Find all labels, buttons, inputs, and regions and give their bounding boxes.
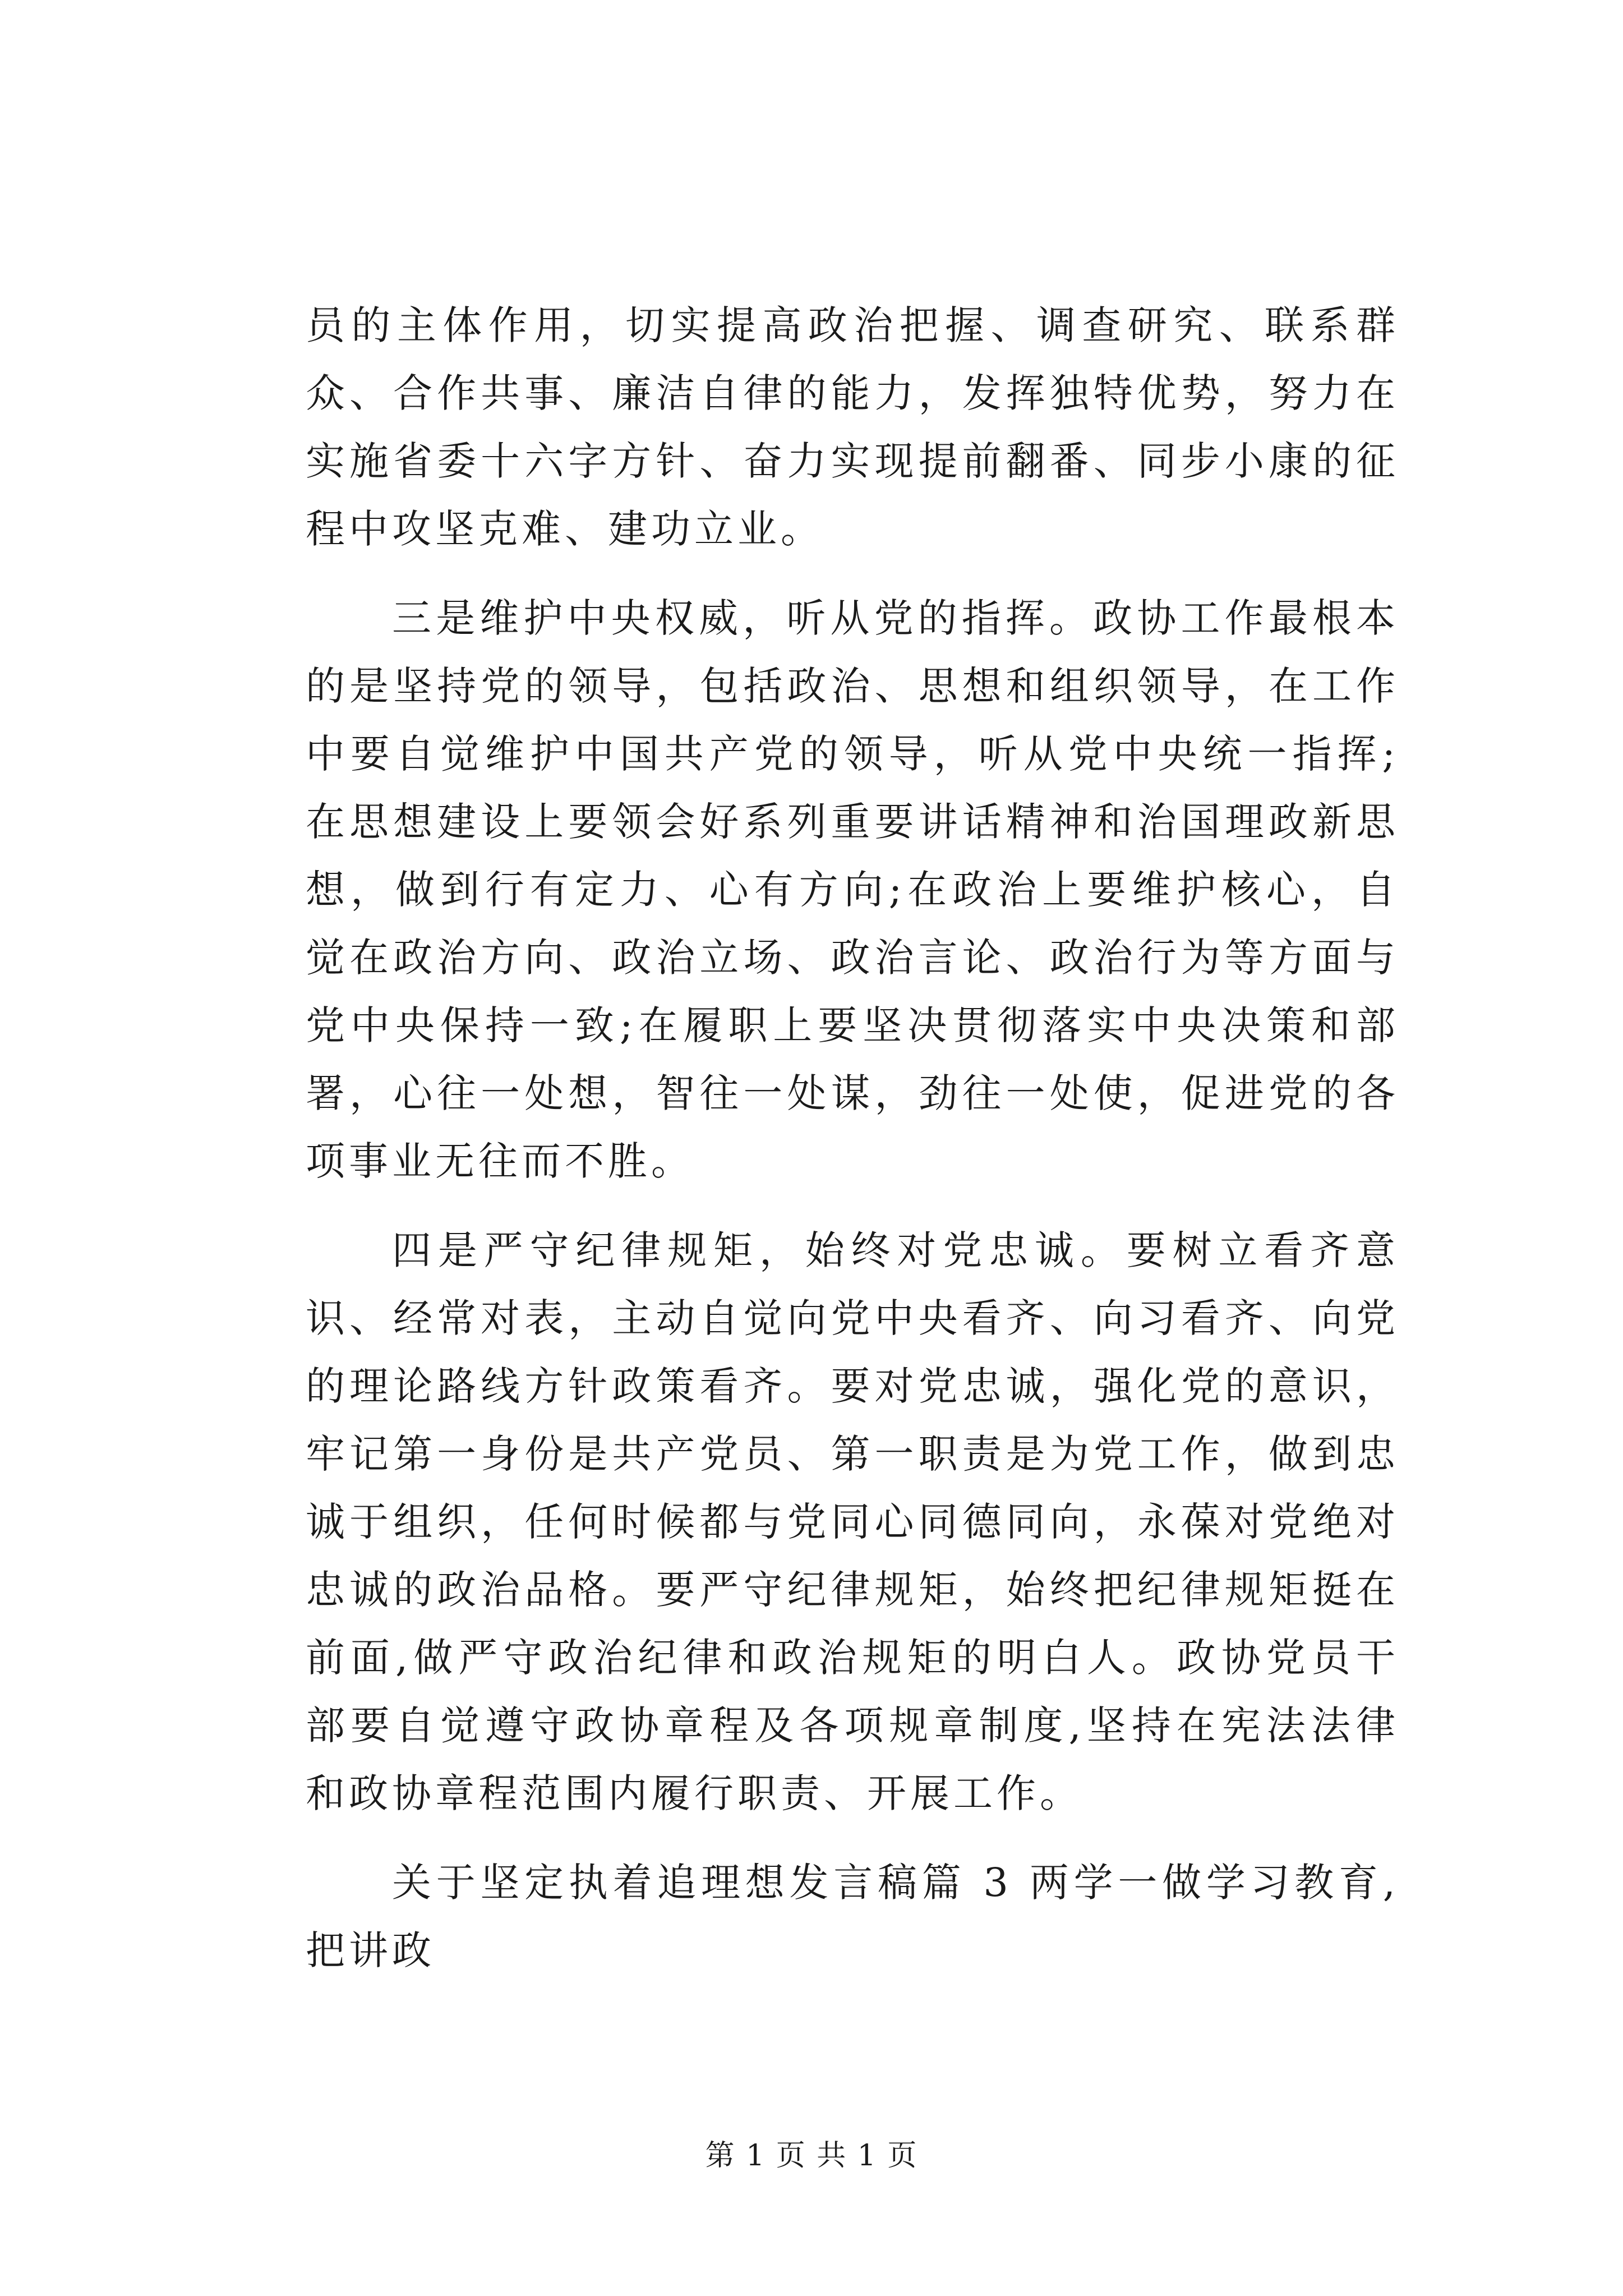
paragraph-2: 三是维护中央权威，听从党的指挥。政协工作最根本的是坚持党的领导，包括政治、思想和组织领导，在工作中要自觉维护中国共产党的领导，听从党中央统一指挥;在思想建设上要领会好系列重要讲话精神和治国理政新思想，做到行有定力、心有方向;在政治上要维护核心，自觉在政治方向、政治立场、政治言论、政治行为等方面与党中央保持一致;在履职上要坚决贯彻落实中央决策和部署，心往一处想，智往一处谋，劲往一处使，促进党的各项事业无往而不胜。 xyxy=(306,595,1399,1184)
paragraph-3: 四是严守纪律规矩，始终对党忠诚。要树立看齐意识、经常对表，主动自觉向党中央看齐、向习看齐、向党的理论路线方针政策看齐。要对党忠诚，强化党的意识，牢记第一身份是共产党员、第一职责是为党工作，做到忠诚于组织，任何时候都与党同心同德同向，永葆对党绝对忠诚的政治品格。要严守纪律规矩，始终把纪律规矩挺在前面,做严守政治纪律和政治规矩的明白人。政协党员干部要自觉遵守政协章程及各项规章制度,坚持在宪法法律和政协章程范围内履行职责、开展工作。 xyxy=(306,1227,1399,1816)
paragraph-4: 关于坚定执着追理想发言稿篇 3 两学一做学习教育,把讲政 xyxy=(306,1860,1399,1973)
page-number-footer: 第 1 页 共 1 页 xyxy=(705,2139,918,2173)
document-body xyxy=(306,292,1399,1985)
paragraph-1: 员的主体作用，切实提高政治把握、调查研究、联系群众、合作共事、廉洁自律的能力，发挥独特优势，努力在实施省委十六字方针、奋力实现提前翻番、同步小康的征程中攻坚克难、建功立业。 xyxy=(306,302,1399,552)
